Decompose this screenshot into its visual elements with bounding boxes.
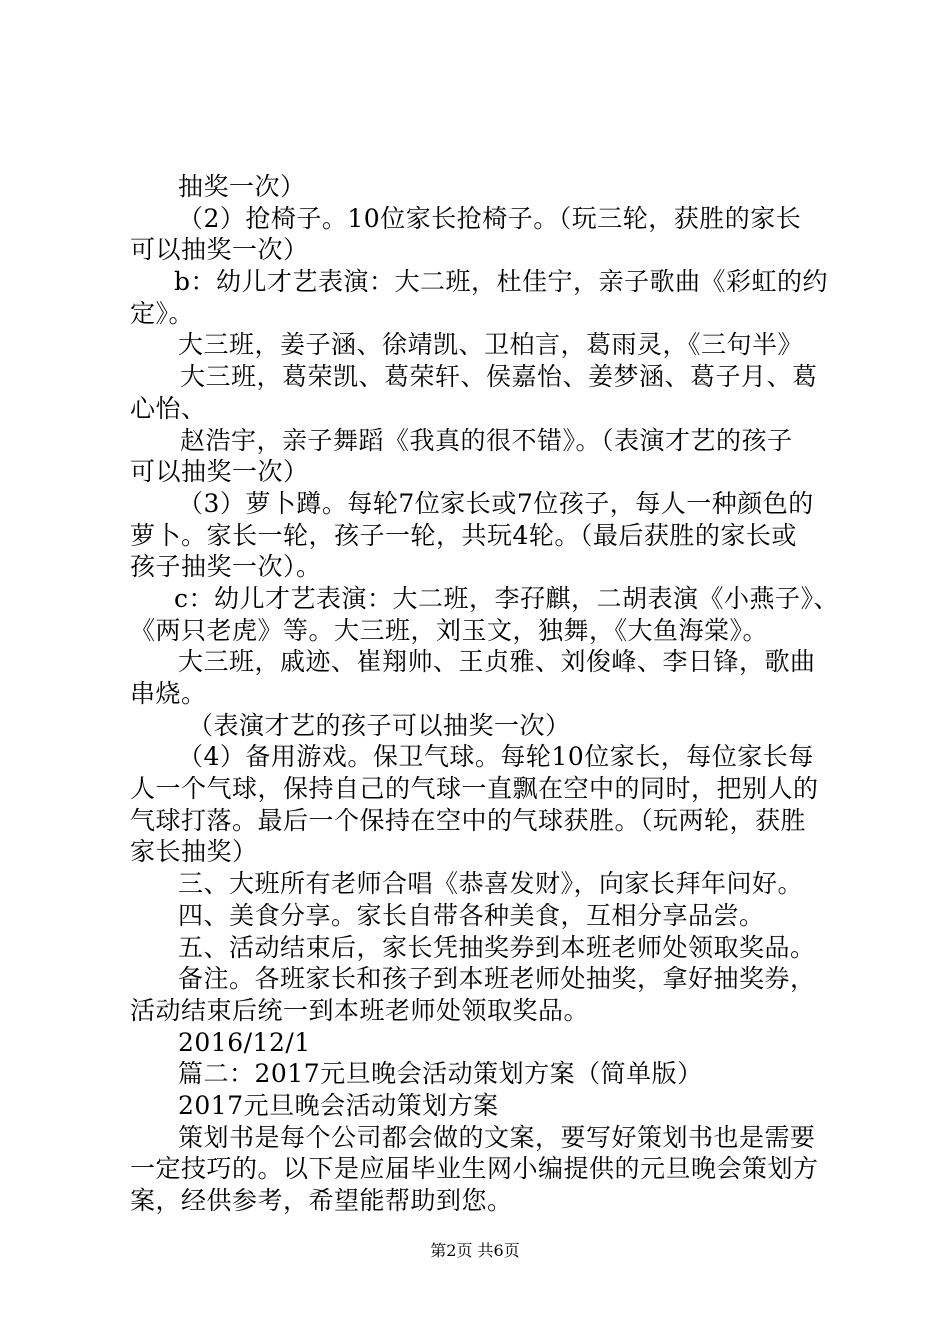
text-line: 大三班，戚迹、崔翔帅、王贞雅、刘俊峰、李日锋，歌曲 — [178, 647, 816, 677]
text-line: 可以抽奖一次） — [130, 457, 309, 487]
section-title: 2017元旦晚会活动策划方案 — [178, 1090, 499, 1120]
text-line: 活动结束后统一到本班老师处领取奖品。 — [130, 995, 590, 1025]
text-line: 孩子抽奖一次）。 — [130, 552, 322, 582]
text-line: 备注。各班家长和孩子到本班老师处抽奖，拿好抽奖券， — [178, 964, 816, 994]
text-line: 抽奖一次） — [178, 172, 306, 201]
text-line: 萝卜。家长一轮，孩子一轮，共玩4轮。（最后获胜的家长或 — [130, 520, 797, 550]
text-line: 《两只老虎》等。大三班，刘玉文，独舞，《大鱼海棠》。 — [130, 615, 769, 645]
text-line: （表演才艺的孩子可以抽奖一次） — [188, 710, 571, 740]
text-line: 人一个气球，保持自己的气球一直飘在空中的同时，把别人的 — [130, 774, 819, 804]
text-line: c：幼儿才艺表演：大二班，李孖麒，二胡表演《小燕子》、 — [174, 583, 840, 613]
text-line: （2）抢椅子。10位家长抢椅子。（玩三轮，获胜的家长 — [178, 203, 802, 233]
text-line: 一定技巧的。以下是应届毕业生网小编提供的元旦晚会策划方 — [130, 1154, 819, 1184]
text-line: 定》。 — [130, 298, 195, 328]
document-body — [130, 171, 840, 1217]
text-line: 心怡、 — [130, 393, 207, 423]
text-line: 五、活动结束后，家长凭抽奖券到本班老师处领取奖品。 — [178, 932, 816, 962]
text-line: （3）萝卜蹲。每轮7位家长或7位孩子，每人一种颜色的 — [178, 488, 814, 518]
text-line: b：幼儿才艺表演：大二班，杜佳宁，亲子歌曲《彩虹的约 — [174, 267, 829, 297]
text-line: 家长抽奖） — [130, 837, 258, 867]
text-line: 大三班，葛荣凯、葛荣轩、侯嘉怡、姜梦涵、葛子月、葛 — [180, 362, 818, 392]
text-line: 策划书是每个公司都会做的文案，要写好策划书也是需要 — [178, 1122, 816, 1152]
text-line: 赵浩宇，亲子舞蹈《我真的很不错》。（表演才艺的孩子 — [180, 425, 793, 455]
section-heading: 篇二：2017元旦晚会活动策划方案（简单版） — [178, 1059, 703, 1089]
text-line: 串烧。 — [130, 679, 207, 708]
text-line: 可以抽奖一次） — [130, 235, 309, 265]
text-line: 四、美食分享。家长自带各种美食，互相分享品尝。 — [178, 900, 765, 930]
text-line: 案，经供参考，希望能帮助到您。 — [130, 1186, 513, 1215]
text-line: 三、大班所有老师合唱《恭喜发财》，向家长拜年问好。 — [178, 869, 804, 899]
date-line: 2016/12/1 — [178, 1027, 311, 1057]
text-line: 气球打落。最后一个保持在空中的气球获胜。（玩两轮，获胜 — [130, 805, 807, 835]
page-footer: 第2页 共6页 — [430, 1241, 520, 1260]
text-line: 大三班，姜子涵、徐靖凯、卫柏言，葛雨灵，《三句半》 — [178, 330, 804, 360]
text-line: （4）备用游戏。保卫气球。每轮10位家长，每位家长每 — [178, 742, 814, 772]
